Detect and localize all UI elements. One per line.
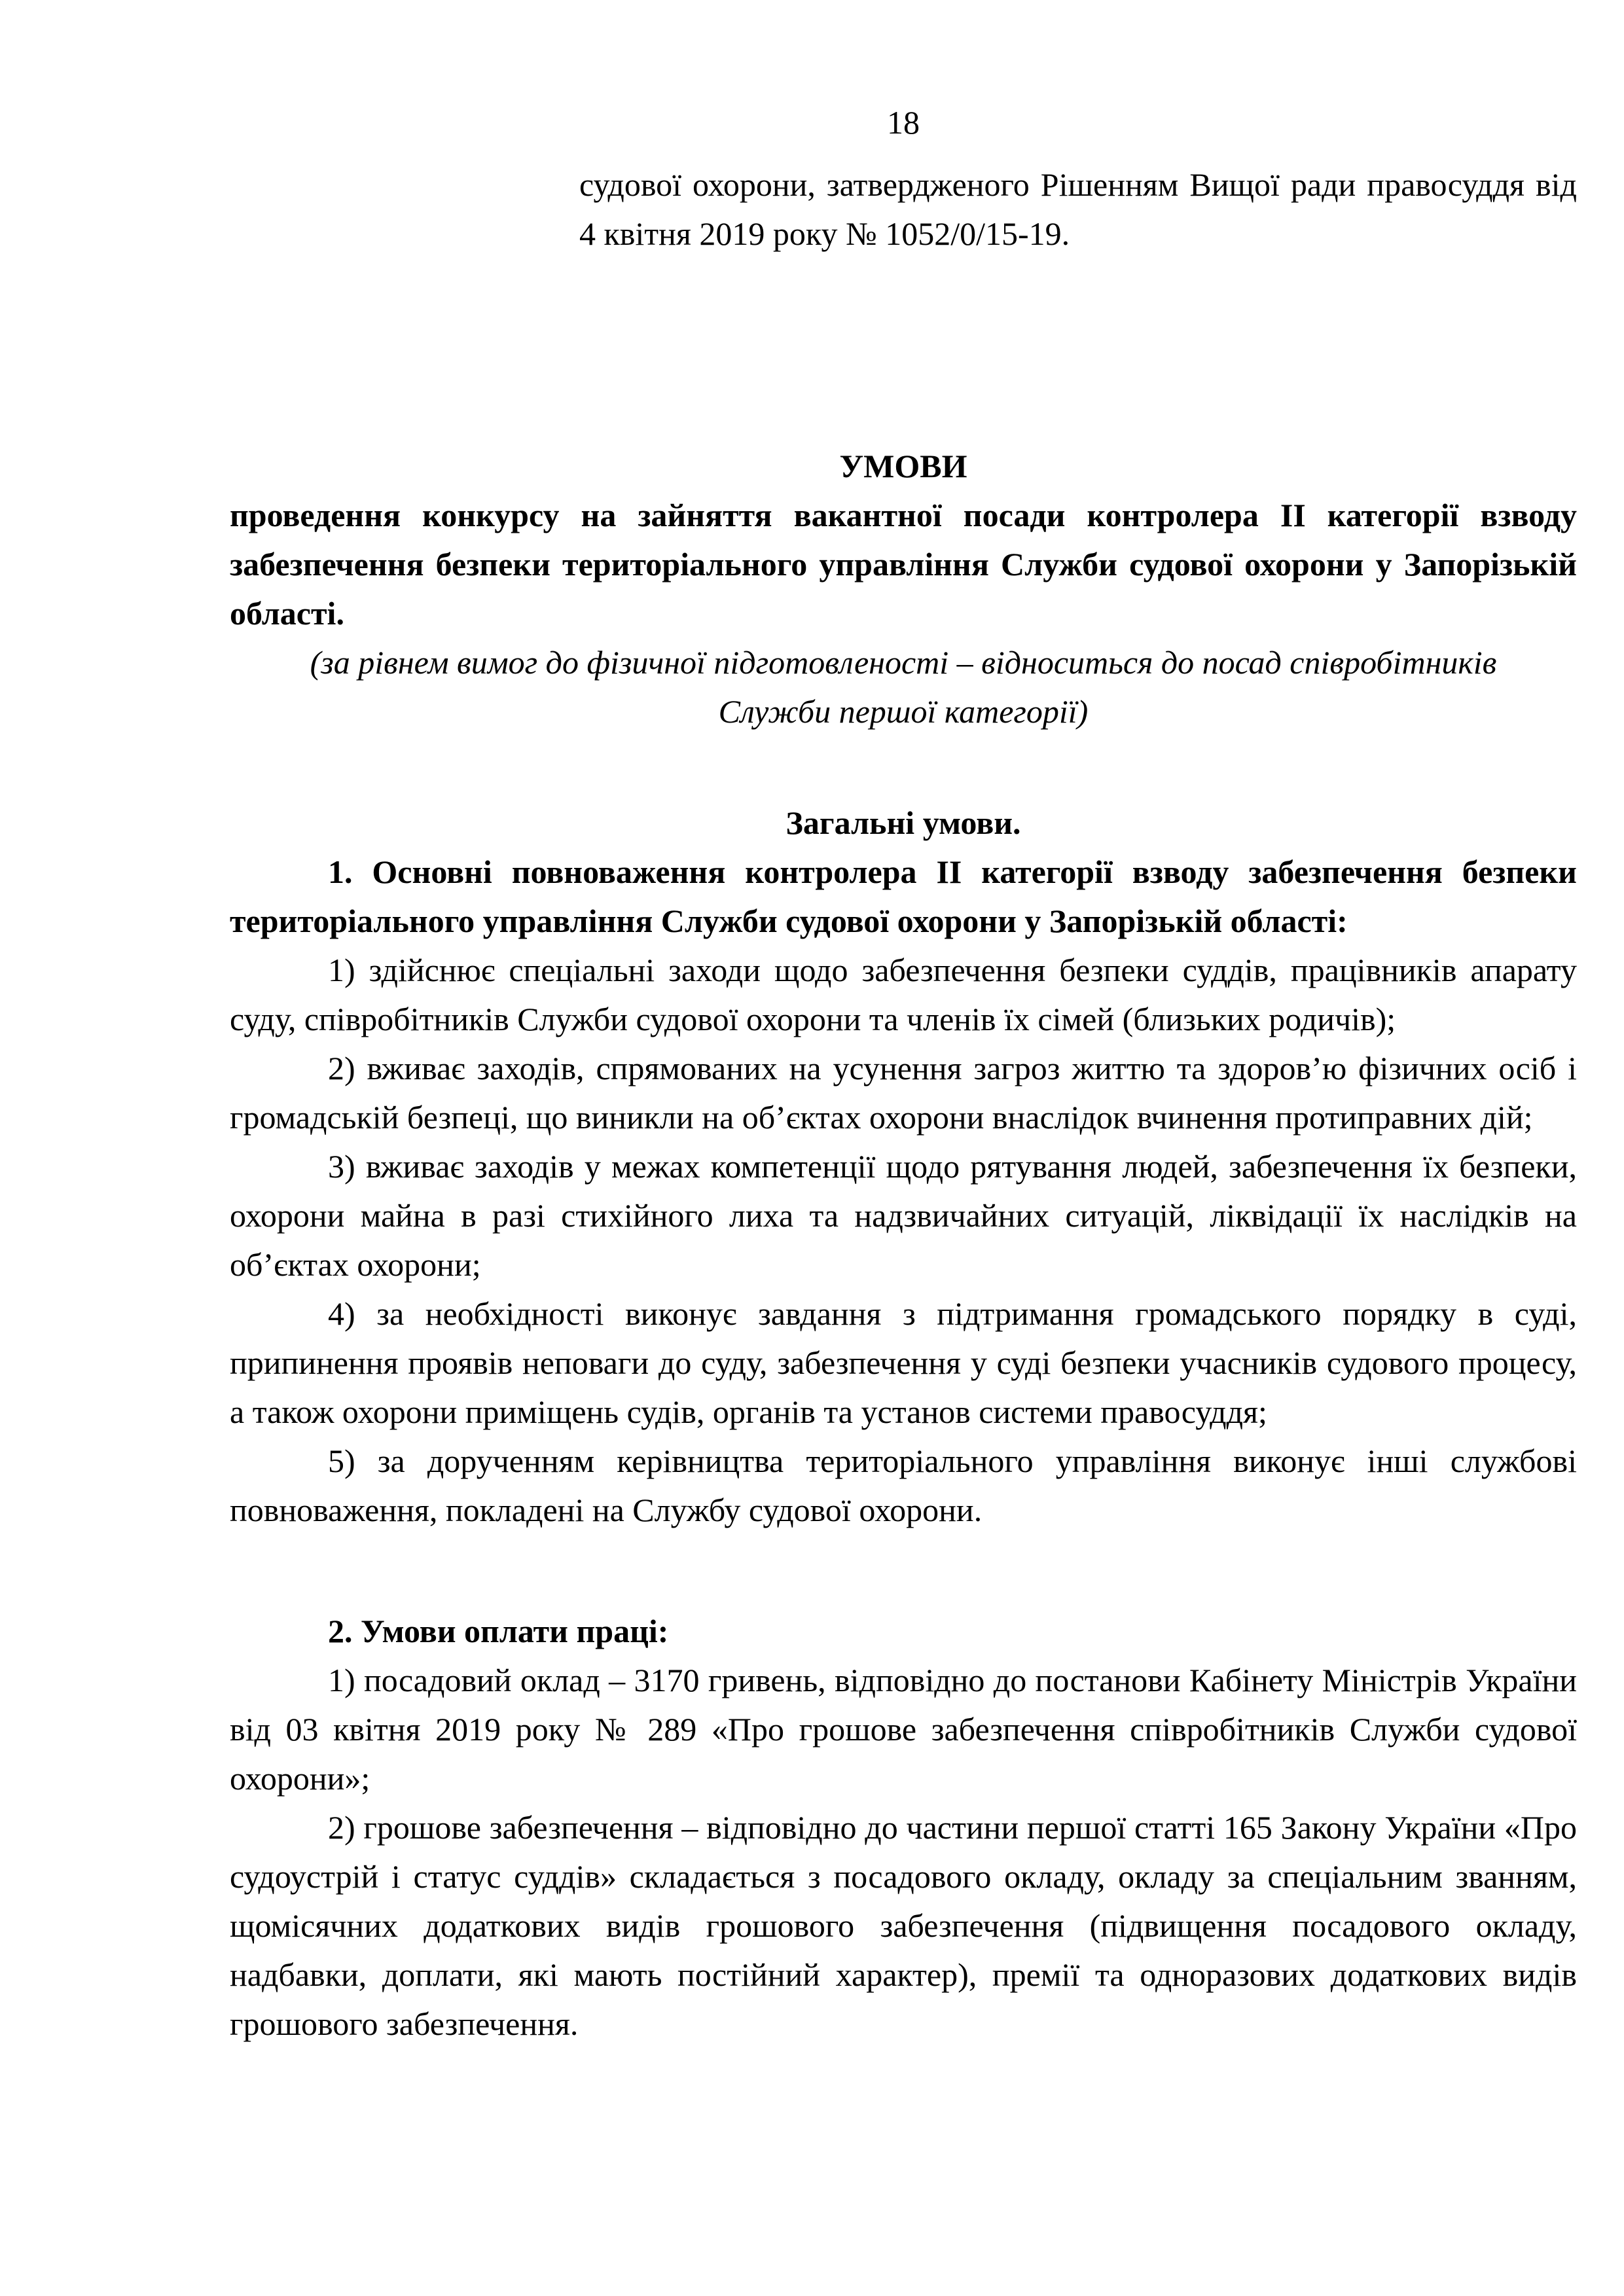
general-conditions-heading: Загальні умови. xyxy=(785,804,1021,841)
clause-2-heading: 2. Умови оплати праці: xyxy=(328,1613,669,1649)
clause-1-heading: 1. Основні повноваження контролера ІІ категорії взводу забезпечення безпеки територіального управління Служби судової охорони у Запорізькій області: xyxy=(230,853,1577,939)
pay-point-2: 2) грошове забезпечення – відповідно до частини першої статті 165 Закону України «Про судоустрій і статус суддів» складається з посадового окладу, окладу за спеціальним званням, щомісячних додаткових видів грошового забезпечення (підвищення посадового окладу, надбавки, доплати, які мають постійний характер), премії та одноразових додаткових видів грошового забезпечення. xyxy=(230,1809,1577,2042)
general-point-4: 4) за необхідності виконує завдання з підтримання громадського порядку в суді, припинення проявів неповаги до суду, забезпечення у суді безпеки учасників судового процесу, а також охорони приміщень судів, органів та установ системи правосуддя; xyxy=(230,1295,1577,1430)
document-title: УМОВИ xyxy=(839,448,967,484)
pay-point-1: 1) посадовий оклад – 3170 гривень, відповідно до постанови Кабінету Міністрів України від 03 квітня 2019 року № 289 «Про грошове забезпечення співробітників Служби судової охорони»; xyxy=(230,1662,1577,1797)
continuation-paragraph: судової охорони, затвердженого Рішенням Вищої ради правосуддя від 4 квітня 2019 року № 1052/0/15-19. xyxy=(579,166,1577,252)
general-point-3: 3) вживає заходів у межах компетенції щодо рятування людей, забезпечення їх безпеки, охорони майна в разі стихійного лиха та надзвичайних ситуацій, ліквідації їх наслідків на об’єктах охорони; xyxy=(230,1148,1577,1283)
page-number: 18 xyxy=(887,104,920,141)
general-point-1: 1) здійснює спеціальні заходи щодо забезпечення безпеки суддів, працівників апарату суду, співробітників Служби судової охорони та членів їх сімей (близьких родичів); xyxy=(230,952,1577,1037)
general-point-5: 5) за дорученням керівництва територіального управління виконує інші службові повноваження, покладені на Службу судової охорони. xyxy=(230,1443,1577,1528)
category-note: (за рівнем вимог до фізичної підготовленості – відноситься до посад співробітників Служби першої категорії) xyxy=(310,644,1497,730)
title-paragraph: проведення конкурсу на зайняття вакантної посади контролера ІІ категорії взводу забезпечення безпеки територіального управління Служби судової охорони у Запорізькій області. xyxy=(230,497,1577,632)
general-point-2: 2) вживає заходів, спрямованих на усунення загроз життю та здоров’ю фізичних осіб і громадській безпеці, що виникли на об’єктах охорони внаслідок вчинення протиправних дій; xyxy=(230,1050,1577,1136)
